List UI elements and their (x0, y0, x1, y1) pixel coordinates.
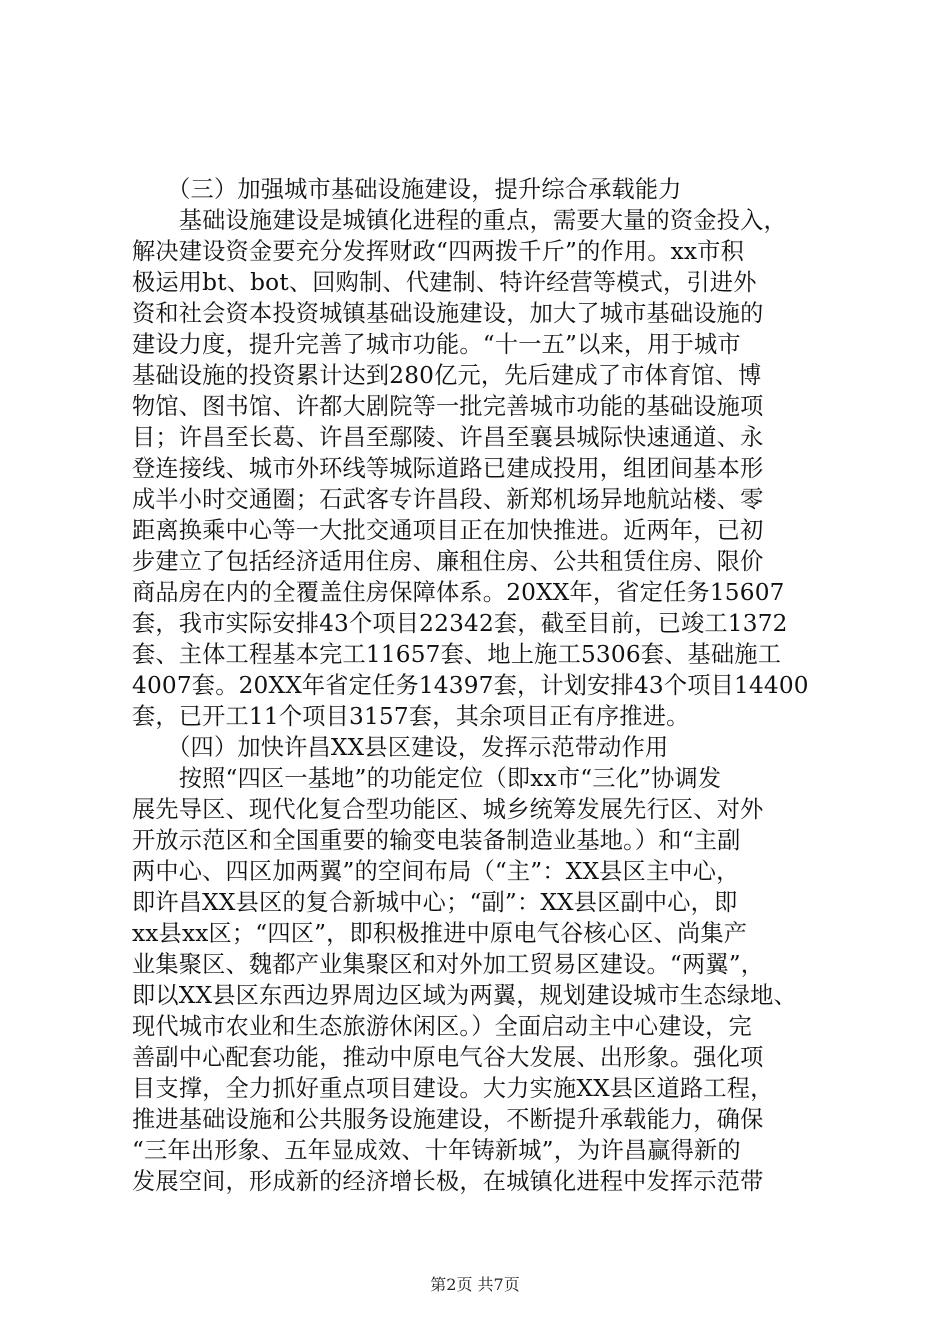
paragraph-line: 套，已开工11个项目3157套，其余项目正有序推进。 (132, 703, 690, 730)
paragraph-line: 基础设施的投资累计达到280亿元，先后建成了市体育馆、博 (132, 362, 762, 389)
paragraph-line: 即许昌XX县区的复合新城中心；“副”：XX县区副中心，即 (132, 889, 738, 916)
paragraph-line: 物馆、图书馆、许都大剧院等一批完善城市功能的基础设施项 (132, 393, 764, 420)
paragraph-line: 展先导区、现代化复合型功能区、城乡统筹发展先行区、对外 (132, 796, 764, 823)
paragraph-line: “三年出形象、五年显成效、十年铸新城”，为许昌赢得新的 (132, 1137, 741, 1164)
paragraph-line: 资和社会资本投资城镇基础设施建设，加大了城市基础设施的 (132, 300, 764, 327)
paragraph-line: 发展空间，形成新的经济增长极，在城镇化进程中发挥示范带 (132, 1168, 764, 1195)
paragraph-line: 解决建设资金要充分发挥财政“四两拨千斤”的作用。xx市积 (132, 238, 744, 265)
page-number-footer: 第2页 共7页 (430, 1275, 520, 1294)
paragraph-line: 目；许昌至长葛、许昌至鄢陵、许昌至襄县城际快速通道、永 (132, 424, 764, 451)
paragraph-line: 距离换乘中心等一大批交通项目正在加快推进。近两年，已初 (132, 517, 764, 544)
paragraph-line: 推进基础设施和公共服务设施建设，不断提升承载能力，确保 (132, 1106, 764, 1133)
paragraph-line: 商品房在内的全覆盖住房保障体系。20XX年，省定任务15607 (132, 579, 785, 606)
paragraph-line: 按照“四区一基地”的功能定位（即xx市“三化”协调发 (132, 765, 722, 792)
paragraph-line: 善副中心配套功能，推动中原电气谷大发展、出形象。强化项 (132, 1044, 764, 1071)
section-heading-4: （四）加快许昌XX县区建设，发挥示范带动作用 (132, 734, 669, 761)
paragraph-line: 步建立了包括经济适用住房、廉租住房、公共租赁住房、限价 (132, 548, 764, 575)
paragraph-line: 两中心、四区加两翼”的空间布局（“主”：XX县区主中心， (132, 858, 740, 885)
paragraph-line: 4007套。20XX年省定任务14397套，计划安排43个项目14400 (132, 672, 809, 699)
paragraph-line: 即以XX县区东西边界周边区域为两翼，规划建设城市生态绿地、 (132, 982, 797, 1009)
paragraph-line: 极运用bt、bot、回购制、代建制、特许经营等模式，引进外 (132, 269, 757, 296)
paragraph-line: 业集聚区、魏都产业集聚区和对外加工贸易区建设。“两翼”， (132, 951, 765, 978)
paragraph-line: 目支撑，全力抓好重点项目建设。大力实施XX县区道路工程， (132, 1075, 774, 1102)
paragraph-line: 基础设施建设是城镇化进程的重点，需要大量的资金投入， (132, 207, 787, 234)
paragraph-line: 套，我市实际安排43个项目22342套，截至目前，已竣工1372 (132, 610, 788, 637)
paragraph-line: 登连接线、城市外环线等城际道路已建成投用，组团间基本形 (132, 455, 764, 482)
paragraph-line: 现代城市农业和生态旅游休闲区。）全面启动主中心建设，完 (132, 1013, 752, 1040)
paragraph-line: xx县xx区；“四区”，即积极推进中原电气谷核心区、尚集产 (132, 920, 748, 947)
paragraph-line: 套、主体工程基本完工11657套、地上施工5306套、基础施工 (132, 641, 782, 668)
section-heading-3: （三）加强城市基础设施建设，提升综合承载能力 (132, 176, 682, 203)
paragraph-line: 成半小时交通圈；石武客专许昌段、新郑机场异地航站楼、零 (132, 486, 764, 513)
paragraph-line: 建设力度，提升完善了城市功能。“十一五”以来，用于城市 (132, 331, 741, 358)
paragraph-line: 开放示范区和全国重要的输变电装备制造业基地。）和“主副 (132, 827, 741, 854)
